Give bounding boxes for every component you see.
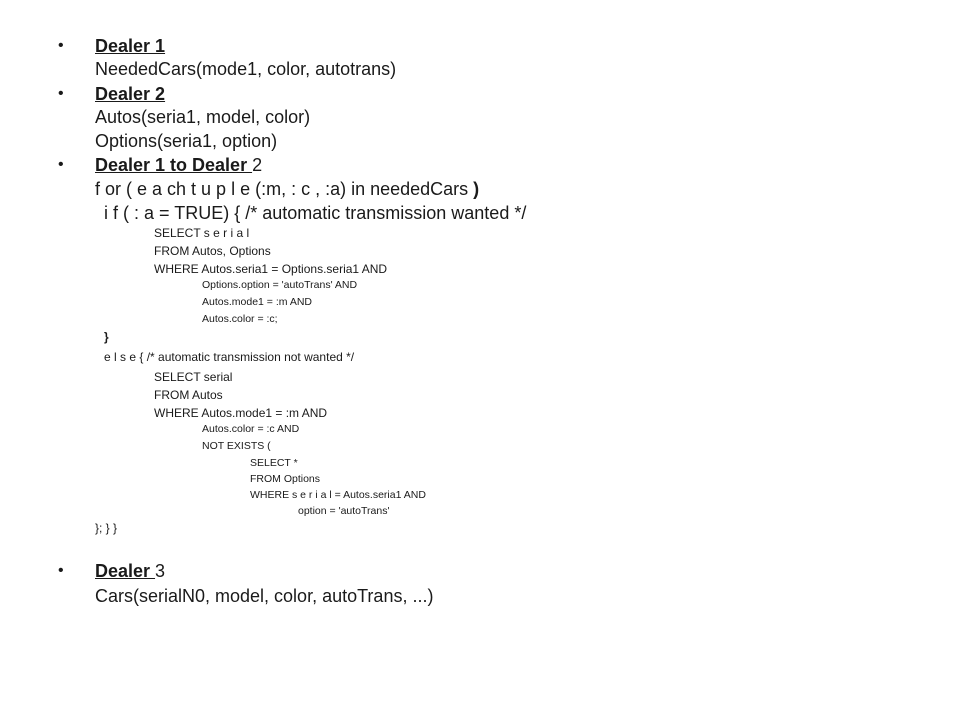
closing-braces: }; } } (95, 521, 118, 535)
bullet: • (58, 562, 64, 579)
if-sql-cond-model: Autos.mode1 = :m AND (202, 296, 313, 308)
else-sql-cond-color: Autos.color = :c AND (202, 423, 300, 435)
inner-sql-where: WHERE s e r i a l = Autos.seria1 AND (250, 489, 426, 501)
else-sql-from: FROM Autos (154, 388, 223, 402)
else-line: e l s e { /* automatic transmission not wanted */ (104, 350, 355, 364)
dealer2-relation-autos: Autos(seria1, model, color) (95, 107, 311, 127)
bullet: • (58, 85, 64, 102)
if-sql-where: WHERE Autos.seria1 = Options.seria1 AND (154, 262, 388, 276)
dealer3-heading-num: 3 (155, 561, 166, 581)
bullet: • (58, 156, 64, 173)
else-sql-not-exists: NOT EXISTS ( (202, 440, 271, 452)
if-line: i f ( : a = TRUE) { /* automatic transmission wanted */ (104, 203, 527, 223)
inner-sql-from: FROM Options (250, 473, 321, 485)
dealer3-relation: Cars(serialN0, model, color, autoTrans, ...) (95, 586, 434, 606)
bullet: • (58, 37, 64, 54)
if-close-brace: } (104, 330, 109, 344)
dealer1to2-heading (95, 156, 262, 174)
dealer1to2-heading-num: 2 (252, 155, 263, 175)
dealer2-relation-options: Options(seria1, option) (95, 131, 278, 151)
inner-sql-select: SELECT * (250, 457, 298, 469)
for-loop-paren: ) (473, 179, 480, 199)
if-sql-cond-option: Options.option = 'autoTrans' AND (202, 279, 358, 291)
if-sql-from: FROM Autos, Options (154, 244, 271, 258)
if-sql-cond-color: Autos.color = :c; (202, 313, 278, 325)
dealer1-relation: NeededCars(mode1, color, autotrans) (95, 59, 397, 79)
if-sql-select: SELECT s e r i a l (154, 226, 250, 240)
dealer3-heading-bold: Dealer (95, 561, 156, 581)
for-loop-text: f or ( e a ch t u p l e (:m, : c , :a) in neededCars (95, 179, 474, 199)
dealer1to2-heading-bold: Dealer 1 to Dealer (95, 155, 253, 175)
dealer1-heading: Dealer 1 (95, 36, 166, 56)
for-loop-line (95, 180, 479, 198)
dealer3-heading (95, 562, 165, 580)
else-sql-where: WHERE Autos.mode1 = :m AND (154, 406, 328, 420)
dealer2-heading: Dealer 2 (95, 84, 166, 104)
inner-sql-cond-option: option = 'autoTrans' (298, 505, 390, 517)
else-sql-select: SELECT serial (154, 370, 233, 384)
